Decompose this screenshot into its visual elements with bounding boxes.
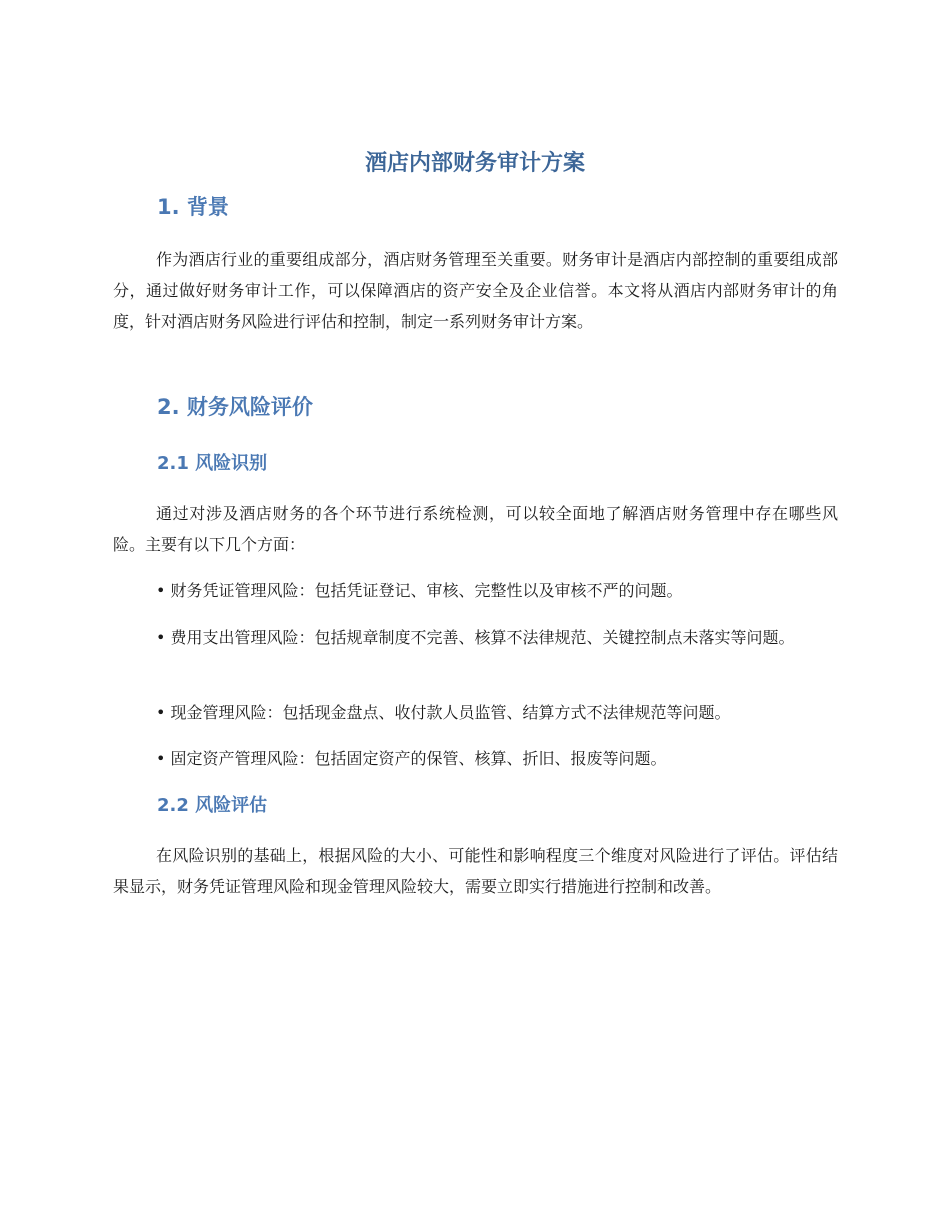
list-item: • 固定资产管理风险：包括固定资产的保管、核算、折旧、报废等问题。	[156, 749, 667, 768]
list-item: • 现金管理风险：包括现金盘点、收付款人员监管、结算方式不法律规范等问题。	[156, 703, 731, 722]
section-heading-risk-evaluation: 2. 财务风险评价	[157, 395, 313, 419]
section-heading-background: 1. 背景	[157, 195, 229, 219]
document-title: 酒店内部财务审计方案	[364, 151, 585, 176]
background-paragraph: 作为酒店行业的重要组成部分，酒店财务管理至关重要。财务审计是酒店内部控制的重要组成部分，通过做好财务审计工作，可以保障酒店的资产安全及企业信誉。本文将从酒店内部财务审计的角度，针对酒店财务风险进行评估和控制，制定一系列财务审计方案。	[113, 250, 838, 331]
risk-assessment-paragraph: 在风险识别的基础上，根据风险的大小、可能性和影响程度三个维度对风险进行了评估。评估结果显示，财务凭证管理风险和现金管理风险较大，需要立即实行措施进行控制和改善。	[113, 846, 838, 896]
subsection-heading-risk-identification: 2.1 风险识别	[157, 453, 268, 474]
risk-identification-paragraph: 通过对涉及酒店财务的各个环节进行系统检测，可以较全面地了解酒店财务管理中存在哪些风险。主要有以下几个方面：	[113, 504, 838, 554]
list-item: • 财务凭证管理风险：包括凭证登记、审核、完整性以及审核不严的问题。	[156, 581, 683, 600]
subsection-heading-risk-assessment: 2.2 风险评估	[157, 795, 268, 816]
list-item: • 费用支出管理风险：包括规章制度不完善、核算不法律规范、关键控制点未落实等问题。	[156, 628, 795, 647]
